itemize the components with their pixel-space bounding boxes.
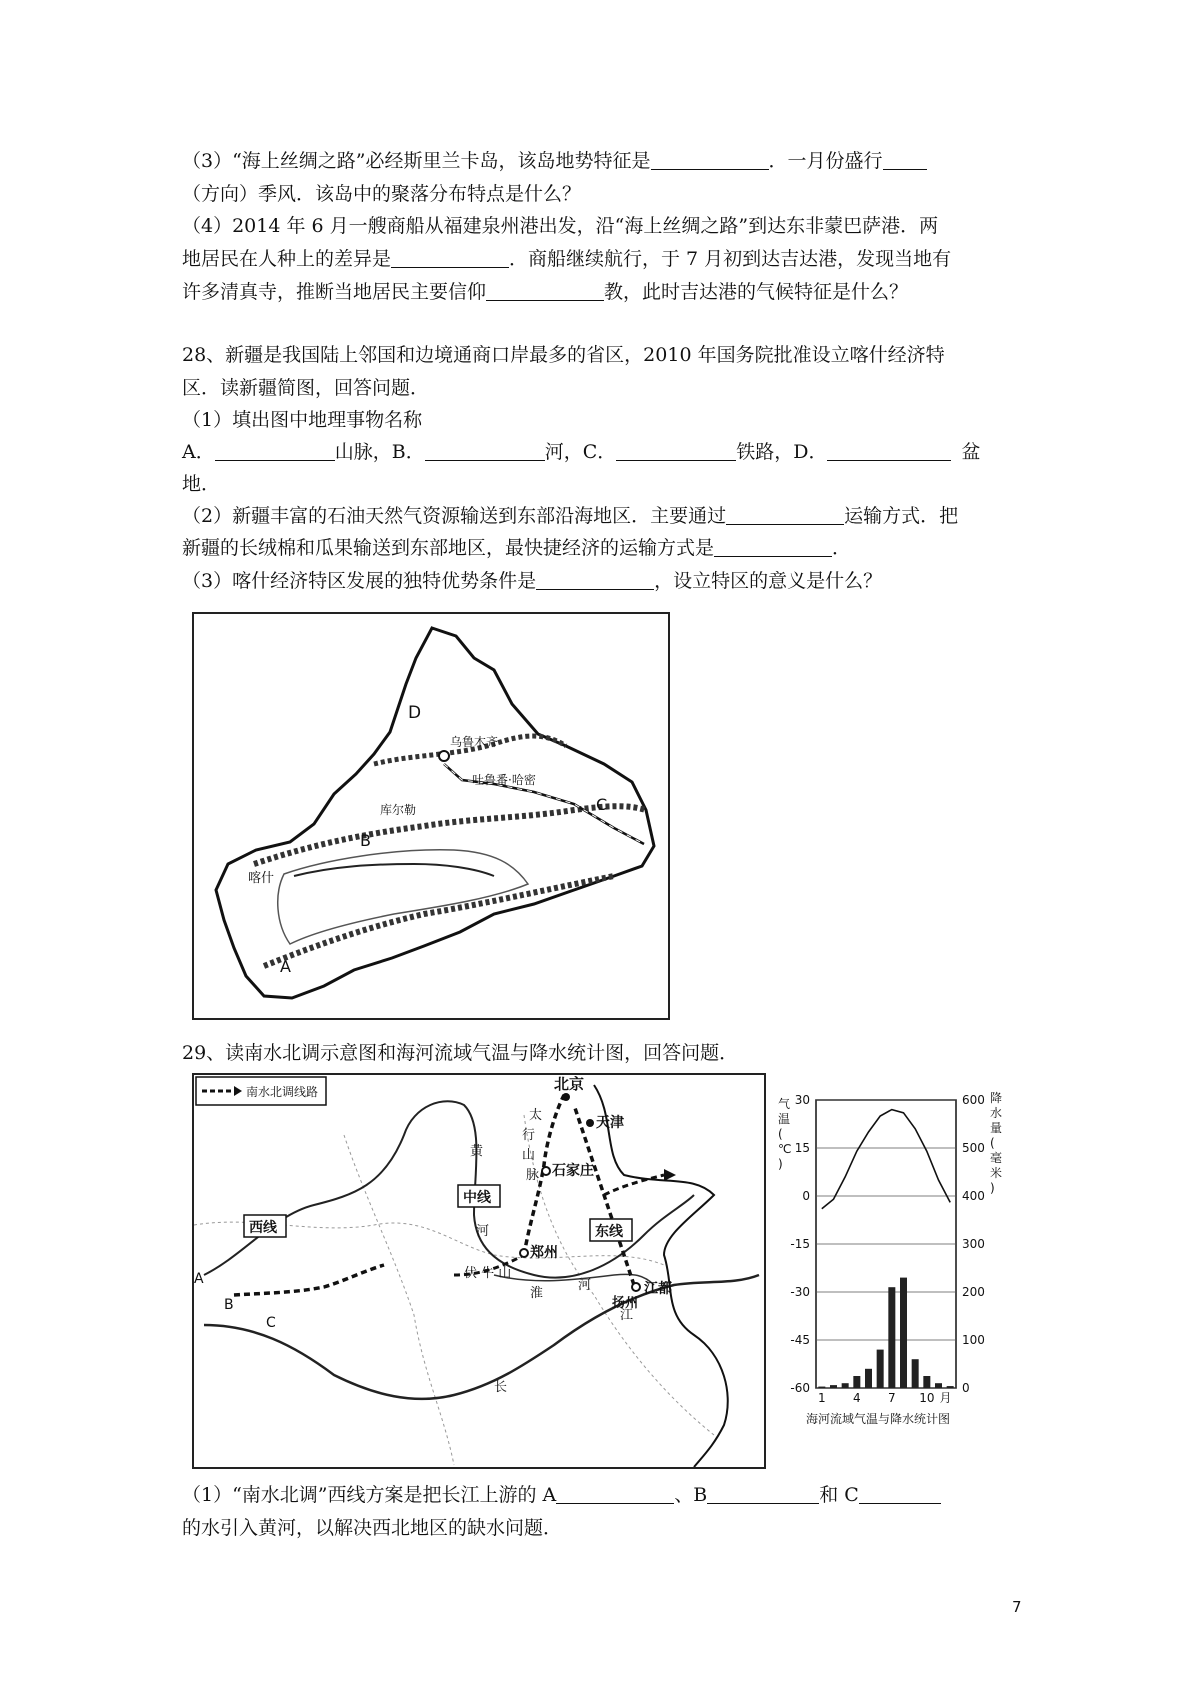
q28-p1: （1）填出图中地理事物名称: [182, 409, 423, 431]
precip-bar: [830, 1385, 837, 1388]
map-label-a: A: [194, 1271, 204, 1287]
q29-title: 29、读南水北调示意图和海河流域气温与降水统计图，回答问题．: [182, 1042, 739, 1064]
urumqi-label: 乌鲁木齐: [450, 735, 499, 749]
q27-p3-line2: （方向）季风．该岛中的聚落分布特点是什么？: [182, 183, 582, 205]
precip-label-char: 米: [990, 1166, 1003, 1180]
taihang-char-3: 山: [522, 1148, 536, 1163]
beijing-marker: [562, 1093, 570, 1101]
month-tick-label: 7: [888, 1391, 896, 1405]
q28-p2-blank-pipeline[interactable]: [726, 504, 844, 525]
temp-tick-label: 30: [794, 1093, 810, 1107]
shijiazhuang-marker: [542, 1167, 550, 1175]
map-label-b: B: [224, 1297, 234, 1313]
q27-p4-blank-religion[interactable]: [486, 280, 604, 301]
east-route-label: 东线: [595, 1224, 623, 1240]
huai-char-1: 淮: [530, 1286, 544, 1301]
q28-fill-end: 地．: [182, 473, 221, 495]
q27-p4-text-a: 地居民在人种上的差异是: [182, 248, 392, 270]
month-tick-label: 月: [939, 1391, 952, 1405]
precip-bar: [935, 1383, 942, 1388]
q28-blank-b[interactable]: [425, 440, 545, 461]
q27-p4-line1: （4）2014 年 6 月一艘商船从福建泉州港出发，沿“海上丝绸之路”到达东非蒙巴萨港．两: [182, 215, 939, 237]
tarim-river: [294, 864, 494, 876]
q28-p3-text-a: （3）喀什经济特区发展的独特优势条件是: [182, 570, 537, 592]
coastline: [594, 1085, 728, 1467]
precip-bar: [912, 1359, 919, 1388]
q28-p2-line1: [182, 501, 958, 531]
q27-p4-blank-race[interactable]: [391, 247, 509, 268]
precip-tick-label: 100: [962, 1333, 985, 1347]
jiangdu-label: 江都: [644, 1281, 672, 1297]
q29-blank-c[interactable]: [859, 1483, 941, 1504]
korla-label: 库尔勒: [380, 803, 417, 817]
precip-label-char: ): [990, 1181, 995, 1195]
q29-p1-line1: [182, 1480, 941, 1510]
q28-p3: [182, 566, 882, 596]
precip-bar: [888, 1287, 895, 1388]
q28-p3-blank-advantage[interactable]: [536, 569, 654, 590]
precip-tick-label: 400: [962, 1189, 985, 1203]
precip-label-char: 毫: [990, 1151, 1003, 1165]
q28-fill-basin-label: 盆: [961, 441, 981, 463]
q27-p4-text-d: 教，此时吉达港的气候特征是什么？: [604, 281, 909, 303]
q28-blank-c[interactable]: [616, 440, 736, 461]
taihang-char-4: 脉: [526, 1168, 540, 1183]
xinjiang-map: [192, 612, 670, 1020]
precip-bar: [947, 1386, 954, 1388]
climate-caption: 海河流域气温与降水统计图: [806, 1412, 951, 1426]
q29-p1-line2: 的水引入黄河，以解决西北地区的缺水问题．: [182, 1517, 563, 1539]
q27-p3-text-b: ．一月份盛行: [768, 150, 883, 172]
map-label-c: C: [266, 1315, 276, 1331]
taihang-char-2: 行: [522, 1128, 536, 1143]
q28-p2-blank-transport[interactable]: [714, 536, 832, 557]
q27-p3-blank-terrain[interactable]: [651, 149, 769, 170]
q28-fill-mountain-label: 山脉，B．: [334, 441, 425, 463]
huai-char-2: 河: [578, 1278, 592, 1293]
month-tick-label: 4: [853, 1391, 861, 1405]
map-label-c: C: [596, 795, 608, 814]
precip-tick-label: 0: [962, 1381, 970, 1395]
precip-label-char: (: [990, 1136, 995, 1150]
water-diversion-map: [192, 1073, 766, 1469]
legend-text: 南水北调线路: [246, 1085, 319, 1099]
temp-tick-label: 15: [794, 1141, 810, 1155]
q27-p3-line1: [182, 146, 927, 176]
temp-label-char: 气: [778, 1097, 791, 1111]
q29-p1-text-a: （1）“南水北调”西线方案是把长江上游的 A: [182, 1484, 557, 1506]
chang-char-2: 江: [620, 1308, 634, 1323]
q28-fill-railway-label: 铁路，D．: [736, 441, 828, 463]
q28-p2-line2: [182, 533, 851, 563]
q28-p2-text-a: （2）新疆丰富的石油天然气资源输送到东部沿海地区．主要通过: [182, 505, 727, 527]
q29-p1-text-c: 和 C: [819, 1484, 859, 1506]
boundary-2: [344, 1135, 454, 1465]
q29-blank-a[interactable]: [556, 1483, 674, 1504]
q28-blank-a[interactable]: [215, 440, 335, 461]
taihang-char-1: 太: [529, 1108, 543, 1123]
q28-fill-river-label: 河，C．: [544, 441, 617, 463]
temp-label-char: ℃: [778, 1142, 792, 1156]
kashgar-label: 喀什: [248, 871, 275, 886]
precip-axis-label: [990, 1091, 1002, 1195]
q28-fill-line: [182, 437, 981, 467]
yangzhou-label: 扬州: [612, 1296, 639, 1311]
map-label-b: B: [360, 831, 371, 850]
month-tick-label: 10: [919, 1391, 935, 1405]
beijing-label: 北京: [554, 1075, 585, 1093]
precip-label-char: 降: [990, 1091, 1003, 1105]
q27-p3-blank-monsoon[interactable]: [883, 149, 927, 170]
funiu-label: 伏 牛 山: [464, 1266, 512, 1281]
precip-tick-label: 500: [962, 1141, 985, 1155]
precip-bar: [818, 1387, 825, 1388]
precip-bar: [877, 1350, 884, 1388]
precip-tick-label: 600: [962, 1093, 985, 1107]
temp-label-char: 温: [778, 1112, 791, 1126]
q27-p4-text-b: ．商船继续航行，于 7 月初到达吉达港，发现当地有: [509, 248, 952, 270]
zhengzhou-marker: [520, 1249, 528, 1257]
kunlun-ridge: [264, 876, 614, 966]
tianshan-ridge: [254, 806, 646, 864]
page-number: 7: [1012, 1598, 1022, 1616]
q28-blank-d[interactable]: [827, 440, 951, 461]
climate-chart: [776, 1088, 1006, 1438]
precip-label-char: 量: [990, 1121, 1003, 1135]
q28-line2: 区．读新疆简图，回答问题．: [182, 377, 430, 399]
q28-p2-text-d: ．: [832, 537, 852, 559]
precip-bar: [900, 1278, 907, 1388]
q27-p3-text-a: （3）“海上丝绸之路”必经斯里兰卡岛，该岛地势特征是: [182, 150, 651, 172]
q27-p4-line3: [182, 277, 908, 307]
map-label-a: A: [280, 957, 291, 976]
temp-tick-label: -15: [790, 1237, 810, 1251]
q29-p1-text-b: 、B: [674, 1484, 708, 1506]
middle-route-label: 中线: [463, 1190, 491, 1206]
shijiazhuang-label: 石家庄: [552, 1163, 594, 1179]
temp-label-char: ): [778, 1157, 783, 1171]
huang-char-1: 黄: [470, 1144, 484, 1159]
temp-tick-label: -30: [790, 1285, 810, 1299]
precip-bar: [842, 1383, 849, 1388]
q28-p2-text-c: 新疆的长绒棉和瓜果输送到东部地区，最快捷经济的运输方式是: [182, 537, 715, 559]
q28-p2-text-b: 运输方式．把: [844, 505, 959, 527]
huang-char-2: 河: [476, 1224, 490, 1239]
month-tick-label: 1: [818, 1391, 826, 1405]
tianjin-label: 天津: [596, 1115, 624, 1131]
east-route-arrow-icon: [664, 1169, 676, 1181]
temp-axis-label: [778, 1096, 791, 1171]
q27-p4-line2: [182, 244, 951, 274]
precip-label-char: 水: [990, 1106, 1003, 1120]
q28-line1: 28、新疆是我国陆上邻国和边境通商口岸最多的省区，2010 年国务院批准设立喀什经济特: [182, 344, 945, 366]
precip-bar: [923, 1376, 930, 1388]
west-route-label: 西线: [249, 1220, 277, 1236]
q27-p4-text-c: 许多清真寺，推断当地居民主要信仰: [182, 281, 487, 303]
q29-blank-b[interactable]: [707, 1483, 819, 1504]
precip-bar: [865, 1369, 872, 1388]
west-route-line: [234, 1265, 384, 1295]
climate-chart-svg: [776, 1088, 1006, 1438]
chang-char-1: 长: [494, 1380, 508, 1395]
urumqi-marker: [439, 751, 449, 761]
zhengzhou-label: 郑州: [530, 1245, 558, 1261]
q28-fill-a-label: A．: [182, 441, 215, 463]
precip-tick-label: 200: [962, 1285, 985, 1299]
plot-area: [790, 1093, 985, 1405]
precip-tick-label: 300: [962, 1237, 985, 1251]
temp-tick-label: -60: [790, 1381, 810, 1395]
temp-tick-label: 0: [802, 1189, 810, 1203]
precip-bar: [853, 1376, 860, 1388]
temp-tick-label: -45: [790, 1333, 810, 1347]
jiangdu-marker: [632, 1283, 640, 1291]
q28-p3-text-b: ，设立特区的意义是什么？: [654, 570, 883, 592]
map-label-d: D: [408, 703, 422, 723]
tianjin-marker: [586, 1119, 594, 1127]
temp-label-char: (: [778, 1127, 783, 1141]
turpan-label: 吐鲁番·哈密: [472, 773, 536, 787]
temperature-line: [822, 1110, 950, 1209]
